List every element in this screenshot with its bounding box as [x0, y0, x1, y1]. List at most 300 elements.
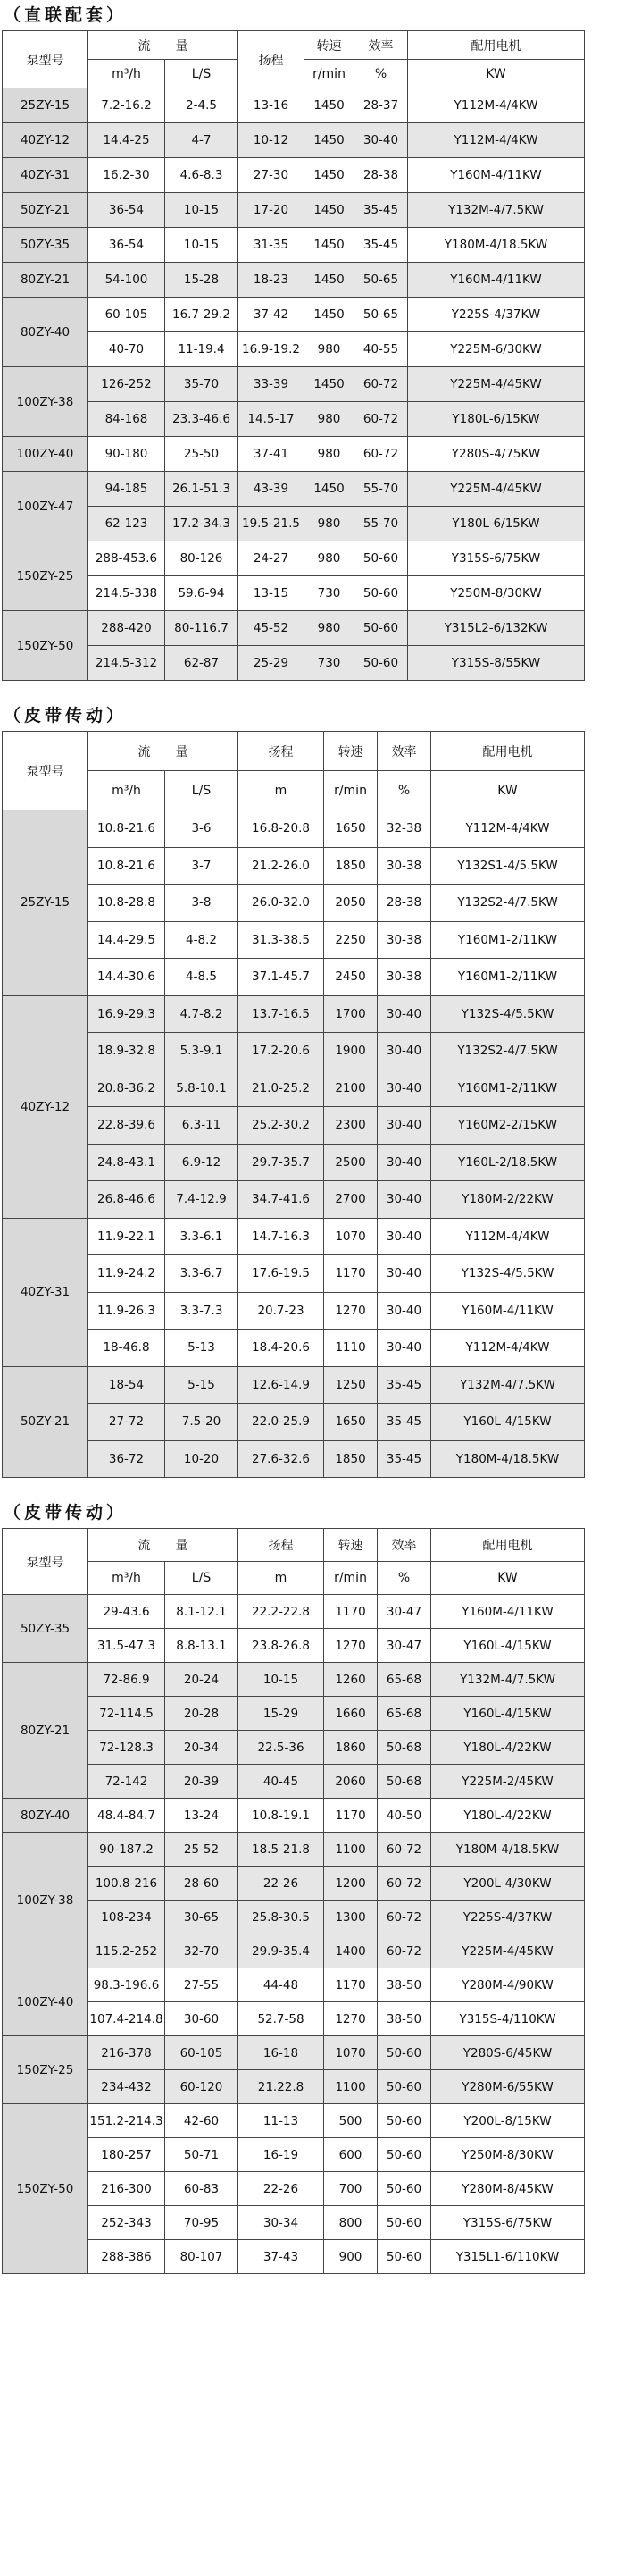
- motor-cell: Y180M-2/22KW: [431, 1181, 585, 1219]
- flow-ls-cell: 25-52: [165, 1833, 238, 1867]
- speed-cell: 980: [304, 437, 354, 472]
- model-cell: 150ZY-50: [3, 2104, 88, 2274]
- speed-cell: 1100: [324, 1833, 378, 1867]
- head-cell: 31-35: [238, 228, 304, 263]
- flow-ls-cell: 70-95: [165, 2206, 238, 2240]
- motor-cell: Y315L2-6/132KW: [408, 611, 585, 646]
- speed-cell: 1450: [304, 298, 354, 332]
- eff-cell: 35-45: [354, 193, 408, 228]
- speed-cell: 1070: [324, 1218, 378, 1255]
- eff-cell: 30-40: [378, 1144, 431, 1181]
- head-cell: 22.5-36: [238, 1731, 324, 1765]
- flow-m3h-cell: 14.4-30.6: [88, 959, 165, 996]
- flow-m3h-cell: 16.9-29.3: [88, 995, 165, 1033]
- head-cell: 16-19: [238, 2138, 324, 2172]
- table-body: [3, 810, 585, 1478]
- flow-m3h-cell: 29-43.6: [88, 1595, 165, 1629]
- head-cell: 18.5-21.8: [238, 1833, 324, 1867]
- eff-unit: %: [354, 60, 408, 88]
- motor-cell: Y180L-6/15KW: [408, 507, 585, 541]
- table-row: [3, 88, 585, 123]
- belt-drive-table-2: [2, 1528, 585, 2274]
- table-row: [3, 193, 585, 228]
- flow-m3h-cell: 18-54: [88, 1366, 165, 1404]
- flow-ls-cell: 62-87: [165, 646, 238, 681]
- speed-cell: 2050: [324, 885, 378, 922]
- eff-cell: 35-45: [378, 1366, 431, 1404]
- table-row: [3, 367, 585, 402]
- motor-cell: Y250M-8/30KW: [431, 2138, 585, 2172]
- speed-cell: 1450: [304, 123, 354, 158]
- flow-ls-cell: 6.9-12: [165, 1144, 238, 1181]
- speed-cell: 900: [324, 2240, 378, 2274]
- model-header: 泵型号: [3, 1529, 88, 1595]
- flow-m3h-cell: 72-142: [88, 1765, 165, 1799]
- head-cell: 34.7-41.6: [238, 1181, 324, 1219]
- flow-ls-cell: 2-4.5: [165, 88, 238, 123]
- flow-ls-cell: 30-60: [165, 2002, 238, 2036]
- flow-m3h-cell: 84-168: [88, 402, 165, 437]
- speed-cell: 1650: [324, 1404, 378, 1441]
- motor-cell: Y180L-4/22KW: [431, 1799, 585, 1833]
- motor-cell: Y180L-6/15KW: [408, 402, 585, 437]
- motor-unit: KW: [408, 60, 585, 88]
- head-cell: 17.2-20.6: [238, 1033, 324, 1070]
- flow-ls-cell: 59.6-94: [165, 576, 238, 611]
- flow-ls-cell: 15-28: [165, 263, 238, 298]
- motor-cell: Y160M-4/11KW: [408, 158, 585, 193]
- eff-cell: 30-38: [378, 959, 431, 996]
- eff-cell: 30-40: [378, 1033, 431, 1070]
- table-row: [3, 2138, 585, 2172]
- table-row: [3, 1697, 585, 1731]
- flow-ls-cell: 5.8-10.1: [165, 1070, 238, 1107]
- table-header: [3, 31, 585, 88]
- flow-m3h-cell: 26.8-46.6: [88, 1181, 165, 1219]
- motor-cell: Y180L-4/22KW: [431, 1731, 585, 1765]
- eff-header: 效率: [354, 31, 408, 60]
- flow-m3h-cell: 54-100: [88, 263, 165, 298]
- head-cell: 27-30: [238, 158, 304, 193]
- speed-cell: 2700: [324, 1181, 378, 1219]
- motor-cell: Y160M2-2/15KW: [431, 1107, 585, 1145]
- head-cell: 45-52: [238, 611, 304, 646]
- table-row: [3, 263, 585, 298]
- eff-cell: 35-45: [378, 1440, 431, 1478]
- speed-cell: 1270: [324, 1292, 378, 1330]
- speed-cell: 600: [324, 2138, 378, 2172]
- table-row: [3, 1181, 585, 1219]
- model-header: 泵型号: [3, 31, 88, 88]
- speed-cell: 1170: [324, 1595, 378, 1629]
- speed-cell: 1200: [324, 1867, 378, 1901]
- flow-ls-cell: 20-28: [165, 1697, 238, 1731]
- flow-ls-cell: 20-34: [165, 1731, 238, 1765]
- eff-cell: 30-40: [354, 123, 408, 158]
- eff-cell: 30-47: [378, 1629, 431, 1663]
- eff-cell: 32-38: [378, 810, 431, 848]
- motor-header: 配用电机: [431, 732, 585, 771]
- flow-ls-cell: 20-24: [165, 1663, 238, 1697]
- flow-m3h-cell: 90-180: [88, 437, 165, 472]
- flow-ls-cell: 10-15: [165, 228, 238, 263]
- flow-ls-cell: 10-20: [165, 1440, 238, 1478]
- flow-m3h-cell: 36-54: [88, 228, 165, 263]
- eff-unit: %: [378, 1562, 431, 1595]
- table-row: [3, 885, 585, 922]
- speed-cell: 1400: [324, 1934, 378, 1968]
- motor-cell: Y132S1-4/5.5KW: [431, 847, 585, 885]
- head-cell: 25.8-30.5: [238, 1901, 324, 1934]
- speed-cell: 980: [304, 402, 354, 437]
- table-row: [3, 1107, 585, 1145]
- speed-cell: 1450: [304, 367, 354, 402]
- motor-cell: Y225S-4/37KW: [408, 298, 585, 332]
- model-header: 泵型号: [3, 732, 88, 810]
- table-header: [3, 1529, 585, 1595]
- speed-cell: 1650: [324, 810, 378, 848]
- motor-cell: Y225M-4/45KW: [431, 1934, 585, 1968]
- table-row: [3, 810, 585, 848]
- motor-cell: Y225S-4/37KW: [431, 1901, 585, 1934]
- table-row: [3, 298, 585, 332]
- head-header: 扬程: [238, 732, 324, 771]
- head-header: 扬程: [238, 1529, 324, 1562]
- head-cell: 17.6-19.5: [238, 1255, 324, 1293]
- motor-unit: KW: [431, 1562, 585, 1595]
- eff-cell: 28-38: [354, 158, 408, 193]
- motor-header: 配用电机: [408, 31, 585, 60]
- eff-cell: 30-40: [378, 1181, 431, 1219]
- motor-cell: Y250M-8/30KW: [408, 576, 585, 611]
- table-row: [3, 1218, 585, 1255]
- flow-ls-cell: 20-39: [165, 1765, 238, 1799]
- flow-ls-cell: 7.5-20: [165, 1404, 238, 1441]
- model-cell: 80ZY-21: [3, 263, 88, 298]
- flow-m3h-cell: 27-72: [88, 1404, 165, 1441]
- motor-cell: Y315S-6/75KW: [408, 541, 585, 576]
- head-cell: 13.7-16.5: [238, 995, 324, 1033]
- flow-ls-cell: 23.3-46.6: [165, 402, 238, 437]
- model-cell: 40ZY-12: [3, 995, 88, 1218]
- table-row: [3, 1070, 585, 1107]
- flow-m3h-cell: 10.8-28.8: [88, 885, 165, 922]
- table-row: [3, 1663, 585, 1697]
- head-cell: 52.7-58: [238, 2002, 324, 2036]
- flow-ls-cell: 3.3-6.7: [165, 1255, 238, 1293]
- table-row: [3, 1799, 585, 1833]
- flow-m3h-cell: 16.2-30: [88, 158, 165, 193]
- flow-ls-cell: 5-15: [165, 1366, 238, 1404]
- table-row: [3, 576, 585, 611]
- head-cell: 14.5-17: [238, 402, 304, 437]
- motor-cell: Y132S2-4/7.5KW: [431, 885, 585, 922]
- flow-m3h-cell: 48.4-84.7: [88, 1799, 165, 1833]
- eff-cell: 50-60: [378, 2104, 431, 2138]
- motor-cell: Y315S-4/110KW: [431, 2002, 585, 2036]
- eff-cell: 60-72: [378, 1833, 431, 1867]
- flow-ls-cell: 50-71: [165, 2138, 238, 2172]
- table-row: [3, 158, 585, 193]
- flow-ls-cell: 10-15: [165, 193, 238, 228]
- speed-cell: 730: [304, 646, 354, 681]
- motor-cell: Y200L-8/15KW: [431, 2104, 585, 2138]
- head-cell: 21.2-26.0: [238, 847, 324, 885]
- flow-header: 流 量: [88, 732, 238, 771]
- flow-ls-cell: 3-8: [165, 885, 238, 922]
- flow-ls-cell: 8.8-13.1: [165, 1629, 238, 1663]
- flow-ls-cell: 6.3-11: [165, 1107, 238, 1145]
- speed-cell: 1250: [324, 1366, 378, 1404]
- section2-title: （皮带传动）: [4, 706, 128, 726]
- table-row: [3, 921, 585, 959]
- motor-cell: Y280M-4/90KW: [431, 1968, 585, 2002]
- flow-m3h-cell: 20.8-36.2: [88, 1070, 165, 1107]
- head-cell: 10.8-19.1: [238, 1799, 324, 1833]
- direct-coupled-table: [2, 30, 585, 681]
- head-cell: 16.8-20.8: [238, 810, 324, 848]
- model-cell: 100ZY-38: [3, 1833, 88, 1968]
- head-cell: 37-41: [238, 437, 304, 472]
- motor-cell: Y112M-4/4KW: [431, 1218, 585, 1255]
- head-cell: 33-39: [238, 367, 304, 402]
- flow-m3h-cell: 108-234: [88, 1901, 165, 1934]
- head-cell: 43-39: [238, 472, 304, 507]
- speed-cell: 2300: [324, 1107, 378, 1145]
- model-cell: 50ZY-35: [3, 1595, 88, 1663]
- eff-cell: 50-65: [354, 298, 408, 332]
- head-cell: 16-18: [238, 2036, 324, 2070]
- speed-cell: 2060: [324, 1765, 378, 1799]
- table-row: [3, 1033, 585, 1070]
- head-cell: 22.2-22.8: [238, 1595, 324, 1629]
- motor-cell: Y160M1-2/11KW: [431, 1070, 585, 1107]
- flow-m3h-cell: 126-252: [88, 367, 165, 402]
- head-cell: 19.5-21.5: [238, 507, 304, 541]
- table-row: [3, 1404, 585, 1441]
- motor-cell: Y180M-4/18.5KW: [431, 1833, 585, 1867]
- table-row: [3, 1144, 585, 1181]
- table-row: [3, 2002, 585, 2036]
- speed-cell: 730: [304, 576, 354, 611]
- speed-unit: r/min: [304, 60, 354, 88]
- flow-ls-cell: 4-8.2: [165, 921, 238, 959]
- flow-m3h-cell: 107.4-214.8: [88, 2002, 165, 2036]
- speed-header: 转速: [324, 732, 378, 771]
- flow-m3h-cell: 214.5-312: [88, 646, 165, 681]
- motor-cell: Y132M-4/7.5KW: [431, 1366, 585, 1404]
- flow-m3h-unit: m³/h: [88, 1562, 165, 1595]
- flow-m3h-cell: 18-46.8: [88, 1330, 165, 1367]
- table-row: [3, 402, 585, 437]
- head-cell: 18.4-20.6: [238, 1330, 324, 1367]
- speed-cell: 2500: [324, 1144, 378, 1181]
- speed-cell: 1450: [304, 263, 354, 298]
- speed-cell: 1450: [304, 193, 354, 228]
- speed-unit: r/min: [324, 1562, 378, 1595]
- table-row: [3, 1731, 585, 1765]
- eff-cell: 50-68: [378, 1765, 431, 1799]
- flow-m3h-cell: 288-386: [88, 2240, 165, 2274]
- eff-cell: 30-47: [378, 1595, 431, 1629]
- table-row: [3, 1629, 585, 1663]
- motor-cell: Y200L-4/30KW: [431, 1867, 585, 1901]
- eff-cell: 55-70: [354, 472, 408, 507]
- flow-m3h-cell: 100.8-216: [88, 1867, 165, 1901]
- eff-cell: 60-72: [354, 402, 408, 437]
- model-cell: 80ZY-21: [3, 1663, 88, 1799]
- speed-cell: 1070: [324, 2036, 378, 2070]
- model-cell: 150ZY-25: [3, 541, 88, 611]
- table-row: [3, 1833, 585, 1867]
- eff-cell: 30-38: [378, 847, 431, 885]
- motor-cell: Y132S-4/5.5KW: [431, 1255, 585, 1293]
- table-row: [3, 1867, 585, 1901]
- head-cell: 25-29: [238, 646, 304, 681]
- flow-m3h-cell: 252-343: [88, 2206, 165, 2240]
- head-cell: 21.0-25.2: [238, 1070, 324, 1107]
- table-row: [3, 472, 585, 507]
- table-row: [3, 2070, 585, 2104]
- flow-ls-cell: 32-70: [165, 1934, 238, 1968]
- head-cell: 30-34: [238, 2206, 324, 2240]
- head-cell: 12.6-14.9: [238, 1366, 324, 1404]
- table-body: [3, 1595, 585, 2274]
- table-row: [3, 1255, 585, 1293]
- flow-m3h-cell: 10.8-21.6: [88, 847, 165, 885]
- eff-cell: 30-40: [378, 1070, 431, 1107]
- model-cell: 40ZY-31: [3, 1218, 88, 1366]
- eff-cell: 30-38: [378, 921, 431, 959]
- table-row: [3, 1330, 585, 1367]
- speed-cell: 1850: [324, 1440, 378, 1478]
- flow-ls-cell: 26.1-51.3: [165, 472, 238, 507]
- flow-m3h-cell: 14.4-29.5: [88, 921, 165, 959]
- motor-cell: Y160M1-2/11KW: [431, 921, 585, 959]
- table-header: [3, 732, 585, 810]
- model-cell: 100ZY-40: [3, 437, 88, 472]
- eff-cell: 60-72: [354, 367, 408, 402]
- flow-m3h-cell: 72-86.9: [88, 1663, 165, 1697]
- motor-cell: Y112M-4/4KW: [431, 810, 585, 848]
- model-cell: 50ZY-21: [3, 1366, 88, 1478]
- model-cell: 40ZY-31: [3, 158, 88, 193]
- motor-cell: Y225M-4/45KW: [408, 367, 585, 402]
- speed-cell: 1700: [324, 995, 378, 1033]
- flow-m3h-cell: 214.5-338: [88, 576, 165, 611]
- motor-cell: Y160M1-2/11KW: [431, 959, 585, 996]
- motor-cell: Y315S-8/55KW: [408, 646, 585, 681]
- speed-cell: 980: [304, 611, 354, 646]
- head-cell: 23.8-26.8: [238, 1629, 324, 1663]
- motor-cell: Y132M-4/7.5KW: [408, 193, 585, 228]
- speed-cell: 980: [304, 332, 354, 367]
- speed-cell: 500: [324, 2104, 378, 2138]
- flow-m3h-cell: 72-114.5: [88, 1697, 165, 1731]
- flow-ls-cell: 4-7: [165, 123, 238, 158]
- speed-cell: 1110: [324, 1330, 378, 1367]
- flow-m3h-cell: 18.9-32.8: [88, 1033, 165, 1070]
- model-cell: 40ZY-12: [3, 123, 88, 158]
- table-row: [3, 1366, 585, 1404]
- motor-cell: Y225M-2/45KW: [431, 1765, 585, 1799]
- table-row: [3, 332, 585, 367]
- speed-cell: 1660: [324, 1697, 378, 1731]
- motor-unit: KW: [431, 771, 585, 810]
- head-cell: 37-42: [238, 298, 304, 332]
- eff-cell: 55-70: [354, 507, 408, 541]
- table-row: [3, 2104, 585, 2138]
- speed-cell: 1170: [324, 1255, 378, 1293]
- table-row: [3, 123, 585, 158]
- speed-cell: 1850: [324, 847, 378, 885]
- flow-m3h-cell: 11.9-26.3: [88, 1292, 165, 1330]
- flow-ls-cell: 16.7-29.2: [165, 298, 238, 332]
- speed-cell: 800: [324, 2206, 378, 2240]
- flow-m3h-cell: 288-453.6: [88, 541, 165, 576]
- head-cell: 24-27: [238, 541, 304, 576]
- eff-cell: 60-72: [378, 1901, 431, 1934]
- model-cell: 50ZY-21: [3, 193, 88, 228]
- eff-cell: 28-38: [378, 885, 431, 922]
- eff-cell: 38-50: [378, 1968, 431, 2002]
- motor-cell: Y180M-4/18.5KW: [431, 1440, 585, 1478]
- eff-cell: 50-60: [354, 611, 408, 646]
- head-unit: m: [238, 1562, 324, 1595]
- flow-ls-cell: 80-107: [165, 2240, 238, 2274]
- flow-ls-cell: 60-83: [165, 2172, 238, 2206]
- flow-ls-cell: 4.7-8.2: [165, 995, 238, 1033]
- speed-cell: 1450: [304, 88, 354, 123]
- section1-title: （直联配套）: [4, 5, 128, 25]
- eff-cell: 40-50: [378, 1799, 431, 1833]
- eff-cell: 38-50: [378, 2002, 431, 2036]
- flow-ls-cell: 4.6-8.3: [165, 158, 238, 193]
- eff-cell: 28-37: [354, 88, 408, 123]
- flow-ls-cell: 42-60: [165, 2104, 238, 2138]
- motor-cell: Y180M-4/18.5KW: [408, 228, 585, 263]
- flow-m3h-unit: m³/h: [88, 60, 165, 88]
- speed-cell: 1450: [304, 472, 354, 507]
- flow-m3h-unit: m³/h: [88, 771, 165, 810]
- head-cell: 22-26: [238, 2172, 324, 2206]
- flow-header: 流 量: [88, 31, 238, 60]
- flow-ls-cell: 60-105: [165, 2036, 238, 2070]
- eff-cell: 65-68: [378, 1697, 431, 1731]
- flow-ls-cell: 3-6: [165, 810, 238, 848]
- motor-cell: Y132S-4/5.5KW: [431, 995, 585, 1033]
- flow-m3h-cell: 7.2-16.2: [88, 88, 165, 123]
- table-row: [3, 1968, 585, 2002]
- motor-cell: Y132M-4/7.5KW: [431, 1663, 585, 1697]
- model-cell: 100ZY-47: [3, 472, 88, 541]
- eff-cell: 35-45: [354, 228, 408, 263]
- flow-m3h-cell: 40-70: [88, 332, 165, 367]
- flow-m3h-cell: 151.2-214.3: [88, 2104, 165, 2138]
- head-cell: 20.7-23: [238, 1292, 324, 1330]
- model-cell: 150ZY-50: [3, 611, 88, 681]
- eff-unit: %: [378, 771, 431, 810]
- flow-m3h-cell: 36-54: [88, 193, 165, 228]
- speed-cell: 2100: [324, 1070, 378, 1107]
- eff-cell: 65-68: [378, 1663, 431, 1697]
- motor-cell: Y315L1-6/110KW: [431, 2240, 585, 2274]
- flow-ls-cell: 80-116.7: [165, 611, 238, 646]
- head-cell: 29.7-35.7: [238, 1144, 324, 1181]
- flow-m3h-cell: 216-378: [88, 2036, 165, 2070]
- motor-cell: Y160M-4/11KW: [408, 263, 585, 298]
- speed-cell: 1170: [324, 1968, 378, 2002]
